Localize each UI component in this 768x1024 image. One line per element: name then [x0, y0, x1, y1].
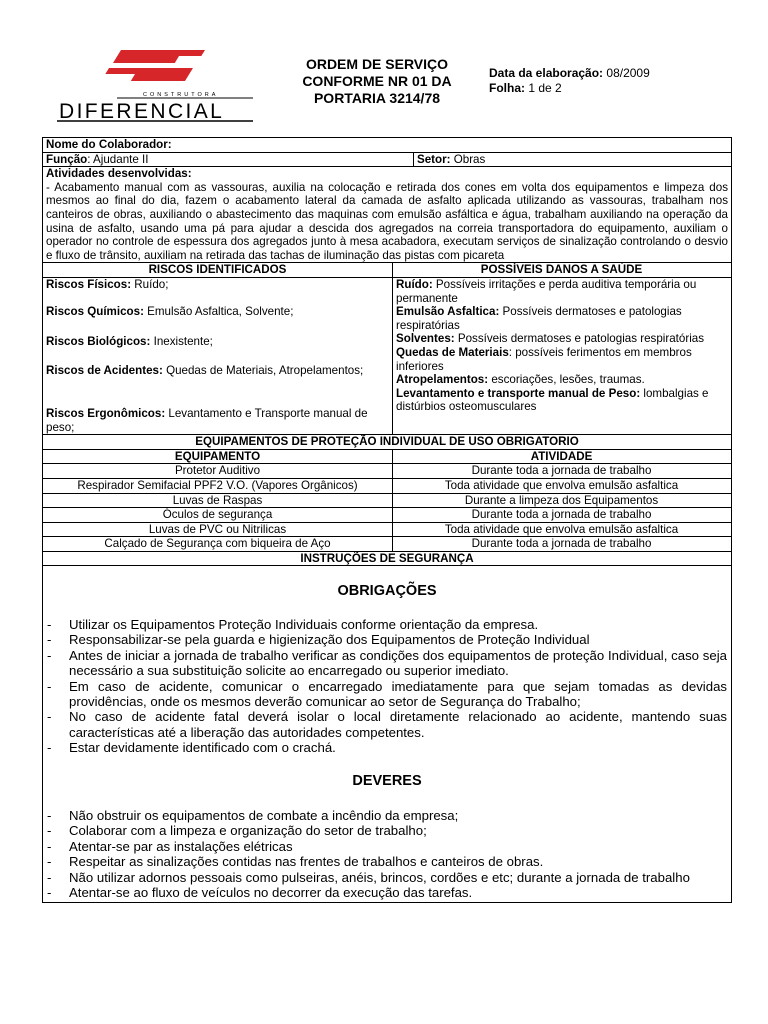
damage-lifting: [396, 387, 727, 414]
damage-label: Atropelamentos:: [396, 373, 489, 387]
risk-value: Inexistente;: [150, 334, 213, 348]
list-item-text: Em caso de acidente, comunicar o encarregado imediatamente para que sejam tomadas as devidas providências, onde os mesmos deverão comunicar ao setor de Segurança do Trabalho;: [69, 678, 727, 709]
list-item: [47, 648, 727, 679]
activities-row: [43, 167, 731, 263]
epi-header-row: [43, 450, 731, 465]
damage-falling-materials: [396, 346, 727, 373]
list-item: [47, 870, 727, 885]
damage-value: Possíveis dermatoses e patologias respiratórias: [396, 305, 682, 332]
risk-label: Riscos Ergonômicos:: [46, 406, 166, 420]
activity-cell: Durante toda a jornada de trabalho: [471, 508, 652, 522]
risk-physical: [46, 278, 389, 305]
list-item: [47, 740, 727, 755]
function-label: Função: [46, 152, 88, 166]
damage-label: Levantamento e transporte manual de Peso:: [396, 386, 641, 400]
obligations-heading: OBRIGAÇÕES: [337, 583, 437, 600]
equipment-cell: Luvas de Raspas: [43, 494, 393, 508]
safety-instructions: [43, 584, 731, 902]
table-row: [43, 494, 731, 509]
damage-solvents: [396, 332, 727, 346]
sheet-label: Folha:: [489, 81, 525, 95]
date-label: Data da elaboração:: [489, 66, 604, 80]
company-logo: [57, 44, 255, 122]
epi-title: EQUIPAMENTOS DE PROTEÇÃO INDIVIDUAL DE USO OBRIGATORIO: [43, 435, 731, 450]
function-value: : Ajudante II: [87, 152, 149, 166]
activities-label: Atividades desenvolvidas:: [46, 167, 192, 181]
list-item-text: Respeitar as sinalizações contidas nas frentes de trabalhos e canteiros de obras.: [69, 854, 544, 870]
activity-cell: Durante toda a jornada de trabalho: [471, 464, 652, 478]
equipment-cell: Respirador Semifacial PPF2 V.O. (Vapores Orgânicos): [43, 479, 393, 493]
epi-col-equipment: EQUIPAMENTO: [43, 450, 393, 464]
title-line-2: CONFORME NR 01 DA: [302, 73, 452, 89]
logo-subtext: CONSTRUTORA: [143, 92, 219, 98]
activity-cell: Toda atividade que envolva emulsão asfaltica: [444, 478, 679, 492]
equipment-cell: Luvas de PVC ou Nitrilicas: [43, 523, 393, 537]
dash-bullet: -: [47, 616, 52, 632]
duties-list: [47, 808, 727, 900]
damage-label: Ruído:: [396, 277, 433, 291]
date-value: 08/2009: [606, 66, 650, 80]
dash-bullet: -: [47, 709, 52, 725]
table-row: [43, 523, 731, 538]
damage-value: : possíveis ferimentos em membros inferiores: [396, 345, 692, 373]
risks-identified-header: RISCOS IDENTIFICADOS: [43, 263, 393, 277]
list-item: [47, 854, 727, 869]
risk-chemical: [46, 305, 389, 335]
title-line-1: ORDEM DE SERVIÇO: [305, 56, 449, 72]
list-item: [47, 617, 727, 632]
sector-cell: [414, 153, 488, 167]
activity-cell: Toda atividade que envolva emulsão asfaltica: [444, 522, 679, 536]
sheet-number: [489, 81, 650, 96]
risk-label: Riscos Físicos:: [46, 277, 132, 291]
dash-bullet: -: [47, 632, 52, 648]
risks-identified-column: [43, 278, 393, 434]
damage-emulsion: [396, 305, 727, 332]
equipment-cell: Protetor Auditivo: [43, 464, 393, 478]
dash-bullet: -: [47, 884, 52, 900]
list-item-text: Utilizar os Equipamentos Proteção Individuais conforme orientação da empresa.: [69, 616, 539, 632]
safety-instructions-title: INSTRUÇÕES DE SEGURANÇA: [43, 552, 731, 567]
list-item-text: Atentar-se ao fluxo de veículos no decorrer da execução das tarefas.: [69, 884, 473, 900]
list-item-text: Atentar-se par as instalações elétricas: [69, 838, 293, 854]
damage-value: Possíveis irritações e perda auditiva temporária ou permanente: [396, 277, 697, 305]
duties-heading: DEVERES: [352, 772, 422, 789]
list-item: [47, 839, 727, 854]
damage-value: escoriações, lesões, traumas.: [488, 373, 645, 387]
list-item: [47, 632, 727, 647]
list-item: [47, 679, 727, 710]
table-row: [43, 479, 731, 494]
table-row: [43, 537, 731, 552]
activity-cell: Durante a limpeza dos Equipamentos: [464, 493, 659, 507]
equipment-cell: Óculos de segurança: [43, 508, 393, 522]
order-form: [42, 137, 732, 903]
elaboration-date: [489, 66, 650, 81]
activity-cell: Durante toda a jornada de trabalho: [471, 537, 652, 551]
dash-bullet: -: [47, 838, 52, 854]
list-item-text: Não obstruir os equipamentos de combate a incêndio da empresa;: [69, 807, 459, 823]
health-damage-column: [393, 278, 730, 434]
equipment-cell: Calçado de Segurança com biqueira de Aço: [43, 537, 393, 551]
damage-label: Quedas de Materiais: [396, 345, 509, 359]
sheet-value: 1 de 2: [528, 81, 562, 95]
list-item: [47, 885, 727, 900]
dash-bullet: -: [47, 807, 52, 823]
collaborator-name-row: [43, 138, 731, 153]
damage-value: lombalgias e distúrbios osteomusculares: [396, 386, 709, 414]
risk-label: Riscos de Acidentes:: [46, 363, 163, 377]
dash-bullet: -: [47, 647, 52, 663]
function-sector-row: [43, 153, 731, 168]
dash-bullet: -: [47, 854, 52, 870]
collaborator-name-label: Nome do Colaborador:: [46, 138, 172, 151]
table-row: [43, 464, 731, 479]
risk-ergonomic: [46, 407, 389, 434]
risk-accidents: [46, 364, 389, 407]
list-item-text: Colaborar com a limpeza e organização do setor de trabalho;: [69, 823, 427, 839]
document-title: [282, 56, 472, 107]
dash-bullet: -: [47, 869, 52, 885]
damage-label: Emulsão Asfaltica:: [396, 305, 500, 319]
list-item: [47, 808, 727, 823]
dash-bullet: -: [47, 740, 52, 756]
document-meta: [489, 66, 650, 96]
sector-label: Setor:: [417, 152, 451, 166]
risk-value: Ruído;: [131, 277, 169, 291]
list-item-text: Antes de iniciar a jornada de trabalho verificar as condições dos equipamentos de proteção Individual, caso seja necessário a sua substituição solicite ao encarregado ou superior imediato.: [69, 647, 727, 679]
risk-value: Quedas de Materiais, Atropelamentos;: [162, 363, 364, 377]
dash-bullet: -: [47, 678, 52, 694]
list-item-text: Estar devidamente identificado com o crachá.: [69, 740, 336, 756]
list-item: [47, 823, 727, 838]
function-cell: [43, 153, 414, 167]
risk-biological: [46, 335, 389, 364]
risk-value: Emulsão Asfaltica, Solvente;: [143, 304, 294, 318]
list-item-text: No caso de acidente fatal deverá isolar o local diretamente relacionado ao acidente, mantendo suas características até a liberação das autoridades competentes.: [69, 709, 727, 740]
table-row: [43, 508, 731, 523]
risk-label: Riscos Biológicos:: [46, 334, 151, 348]
risk-value: Levantamento e Transporte manual de peso;: [46, 406, 368, 434]
damage-value: Possíveis dermatoses e patologias respiratórias: [454, 332, 705, 346]
list-item: [47, 709, 727, 740]
dash-bullet: -: [47, 823, 52, 839]
sector-value: Obras: [453, 152, 486, 166]
risks-body: [43, 278, 731, 435]
list-item-text: Não utilizar adornos pessoais como pulseiras, anéis, brincos, cordões e etc; durante a jornada de trabalho: [69, 869, 690, 885]
risk-label: Riscos Químicos:: [46, 304, 144, 318]
logo-wordmark: DIFERENCIAL: [59, 100, 225, 122]
damage-runover: [396, 373, 727, 387]
risks-header: [43, 263, 731, 278]
damage-noise: [396, 278, 727, 305]
activities-text: - Acabamento manual com as vassouras, auxilia na colocação e retirada dos cones em volta dos equipamentos e limpeza dos mesmos ao final do dia, fazem o acabamento lateral da camada de asfalto aplicada utilizando as vassouras, trabalham nos canteiros de obras, auxiliando o abastecimento das maquinas com emulsão asfáltica e água, trabalham auxiliando na operação da usina de asfalto, usando uma pá para ajudar a descida dos agregados na correia transportadora do equipamento, auxiliam o operador no controle de espessura dos agregados junto à mesa acabadora, executam serviços de sinalização controlando o desvio e fluxo de trânsito, auxiliam na retirada das tachas de iluminação das pistas com picareta: [46, 180, 728, 262]
health-damage-header: POSSÍVEIS DANOS A SAÚDE: [480, 263, 643, 277]
epi-col-activity: ATIVIDADE: [530, 449, 593, 463]
title-line-3: PORTARIA 3214/78: [313, 90, 441, 106]
obligations-list: [47, 617, 727, 756]
damage-label: Solventes:: [396, 332, 455, 346]
logo-mark: [57, 44, 255, 122]
list-item-text: Responsabilizar-se pela guarda e higienização dos Equipamentos de Proteção Individual: [69, 632, 590, 648]
